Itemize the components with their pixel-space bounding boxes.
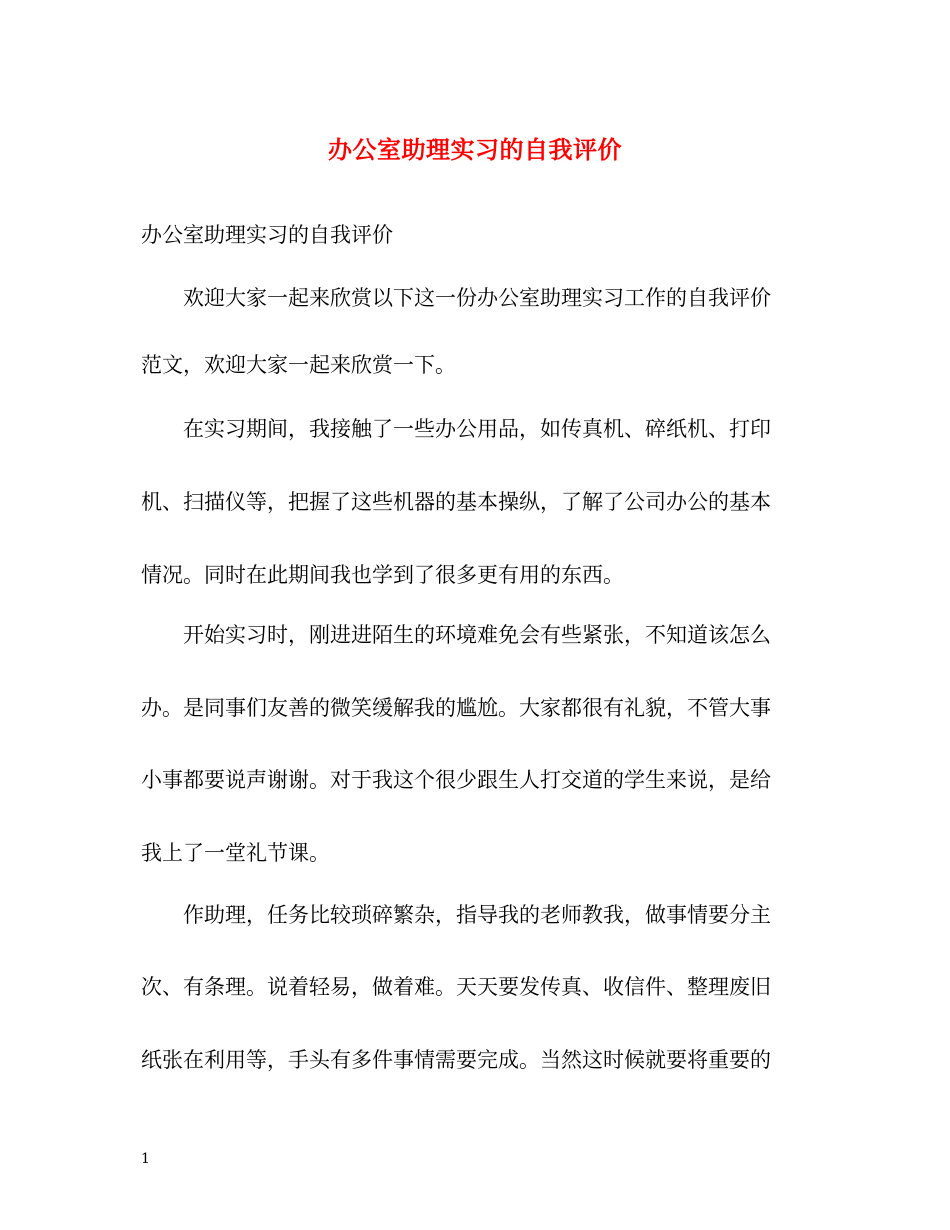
paragraph-line: 范文，欢迎大家一起来欣赏一下。 xyxy=(141,353,456,377)
subtitle-line: 办公室助理实习的自我评价 xyxy=(141,223,393,247)
paragraph-line: 办。是同事们友善的微笑缓解我的尴尬。大家都很有礼貌，不管大事 xyxy=(141,696,771,720)
paragraph-line: 次、有条理。说着轻易，做着难。天天要发传真、收信件、整理废旧 xyxy=(141,975,771,999)
paragraph-line: 欢迎大家一起来欣赏以下这一份办公室助理实习工作的自我评价 xyxy=(183,286,771,310)
paragraph-line: 在实习期间，我接触了一些办公用品，如传真机、碎纸机、打印 xyxy=(183,417,771,441)
paragraph-line: 我上了一堂礼节课。 xyxy=(141,841,330,865)
document-title: 办公室助理实习的自我评价 xyxy=(328,135,622,164)
paragraph-line: 开始实习时，刚进进陌生的环境难免会有些紧张，不知道该怎么 xyxy=(183,623,771,647)
paragraph-line: 机、扫描仪等，把握了这些机器的基本操纵，了解了公司办公的基本 xyxy=(141,490,771,514)
paragraph-line: 纸张在利用等，手头有多件事情需要完成。当然这时候就要将重要的 xyxy=(141,1048,771,1072)
paragraph-line: 情况。同时在此期间我也学到了很多更有用的东西。 xyxy=(141,563,624,587)
paragraph-line: 小事都要说声谢谢。对于我这个很少跟生人打交道的学生来说，是给 xyxy=(141,768,771,792)
paragraph-line: 作助理，任务比较琐碎繁杂，指导我的老师教我，做事情要分主 xyxy=(183,903,771,927)
page-number: 1 xyxy=(141,1151,150,1167)
